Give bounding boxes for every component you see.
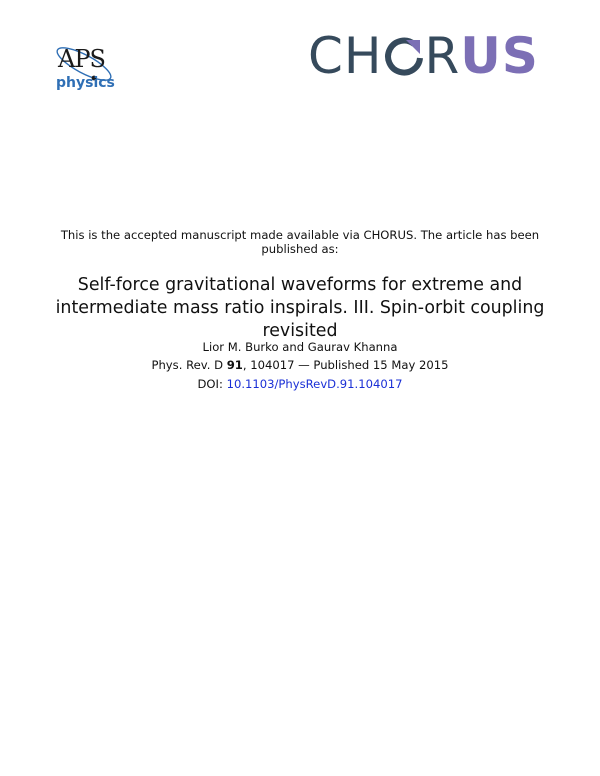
aps-logo-sub: physics bbox=[56, 75, 115, 91]
manuscript-notice: This is the accepted manuscript made available via CHORUS. The article has been published as: bbox=[60, 228, 540, 256]
aps-logo-word: APS bbox=[58, 45, 105, 73]
citation-volume: 91 bbox=[226, 358, 243, 372]
aps-physics-logo bbox=[50, 40, 122, 98]
article-authors: Lior M. Burko and Gaurav Khanna bbox=[202, 340, 398, 354]
citation-rest: , 104017 — Published 15 May 2015 bbox=[242, 358, 449, 372]
doi-link[interactable]: 10.1103/PhysRevD.91.104017 bbox=[226, 377, 403, 391]
chorus-logo-part-a: CH bbox=[308, 27, 383, 85]
article-doi bbox=[40, 377, 560, 391]
article-citation bbox=[40, 358, 560, 372]
chorus-o-arrow-icon bbox=[384, 36, 424, 76]
chorus-logo-part-b: US bbox=[460, 27, 539, 85]
chorus-logo bbox=[308, 28, 558, 84]
chorus-logo-part-a2: R bbox=[424, 27, 461, 85]
citation-journal: Phys. Rev. D bbox=[151, 358, 223, 372]
doi-label: DOI: bbox=[197, 377, 223, 391]
article-title: Self-force gravitational waveforms for extreme and intermediate mass ratio inspirals. III. Spin-orbit coupling revisited bbox=[55, 275, 545, 341]
